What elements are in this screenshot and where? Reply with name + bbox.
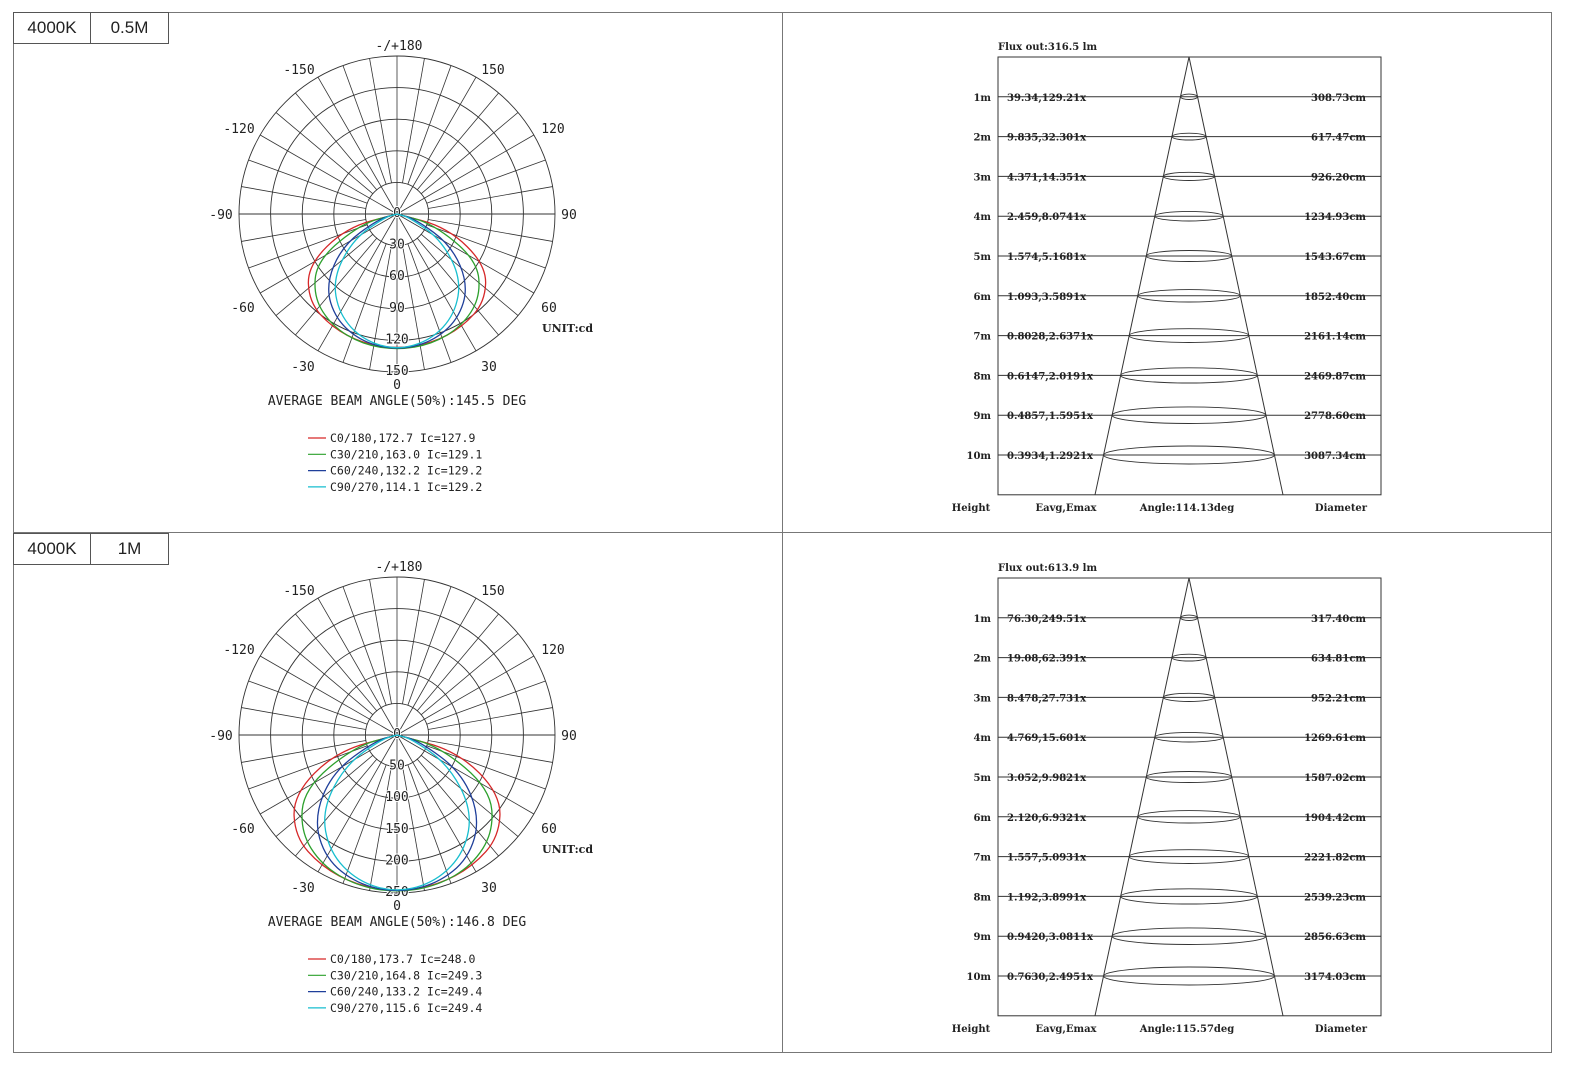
eavg-emax-value: 2.459,8.0741x xyxy=(1007,212,1087,224)
diameter-value: 617.47cm xyxy=(1311,132,1366,144)
diameter-value: 2778.60cm xyxy=(1304,411,1366,423)
height-label: 8m xyxy=(973,371,991,383)
angle-label: 60 xyxy=(541,822,557,837)
footer-angle: Angle:115.57deg xyxy=(1139,1023,1235,1035)
height-label: 4m xyxy=(973,212,991,224)
row-2 xyxy=(0,521,1592,1053)
beam-angle-text: AVERAGE BEAM ANGLE(50%):145.5 DEG xyxy=(267,394,527,409)
illuminance-cone-chart xyxy=(0,521,1592,1053)
legend-entry: C90/270,114.1 Ic=129.2 xyxy=(330,479,483,494)
legend-entry: C30/210,163.0 Ic=129.1 xyxy=(330,447,483,462)
eavg-emax-value: 1.093,3.5891x xyxy=(1007,291,1087,303)
diameter-value: 1904.42cm xyxy=(1304,812,1366,824)
diameter-value: 3087.34cm xyxy=(1304,451,1366,462)
flux-text: Flux out:613.9 lm xyxy=(998,563,1098,574)
radial-tick-label: 100 xyxy=(385,790,409,806)
angle-label: 30 xyxy=(481,360,497,375)
eavg-emax-value: 9.835,32.301x xyxy=(1007,132,1087,144)
angle-label: 0 xyxy=(393,899,401,914)
eavg-emax-value: 0.9420,3.0811x xyxy=(1007,932,1093,944)
cone-border xyxy=(998,57,1381,495)
legend-entry: C0/180,172.7 Ic=127.9 xyxy=(330,431,476,445)
eavg-emax-value: 4.371,14.351x xyxy=(1007,172,1087,184)
height-label: 2m xyxy=(973,132,991,144)
row-1 xyxy=(0,0,1592,532)
radial-tick-label: 50 xyxy=(389,758,405,774)
height-label: 6m xyxy=(973,812,991,824)
eavg-emax-value: 1.574,5.1681x xyxy=(1007,252,1087,263)
diameter-value: 952.21cm xyxy=(1311,693,1366,705)
angle-label: 90 xyxy=(561,208,577,223)
unit-label: UNIT:cd xyxy=(542,322,594,335)
diameter-value: 1234.93cm xyxy=(1304,212,1366,224)
cone-side-right xyxy=(1189,57,1283,495)
angle-label: -150 xyxy=(283,63,315,78)
height-label: 5m xyxy=(973,252,991,263)
height-label: 1m xyxy=(973,92,991,104)
beam-angle-text: AVERAGE BEAM ANGLE(50%):146.8 DEG xyxy=(267,915,527,930)
cone-table xyxy=(998,578,1381,1016)
flux-text: Flux out:316.5 lm xyxy=(998,42,1098,53)
angle-label: 150 xyxy=(481,63,505,78)
legend-entry: C30/210,164.8 Ic=249.3 xyxy=(330,968,483,983)
footer-diameter: Diameter xyxy=(1314,1023,1368,1035)
diameter-value: 2221.82cm xyxy=(1304,852,1366,864)
eavg-emax-value: 0.7630,2.4951x xyxy=(1007,972,1093,983)
angle-label: 120 xyxy=(541,122,565,137)
eavg-emax-value: 0.4857,1.5951x xyxy=(1007,411,1093,423)
eavg-emax-value: 2.120,6.9321x xyxy=(1007,812,1087,824)
eavg-emax-value: 0.6147,2.0191x xyxy=(1007,371,1093,383)
angle-label: -/+180 xyxy=(375,560,423,575)
angle-label: -90 xyxy=(209,729,233,744)
radial-tick-label: 60 xyxy=(389,269,405,285)
radial-tick-label: 30 xyxy=(389,237,405,253)
diameter-value: 2161.14cm xyxy=(1304,331,1366,343)
height-label: 4m xyxy=(973,733,991,745)
distance-tag: 0.5M xyxy=(90,12,169,44)
angle-label: 0 xyxy=(393,378,401,393)
diameter-value: 926.20cm xyxy=(1311,172,1366,184)
angle-label: 150 xyxy=(481,584,505,599)
footer-height: Height xyxy=(951,502,991,514)
angle-label: -120 xyxy=(223,122,255,137)
angle-label: -90 xyxy=(209,208,233,223)
eavg-emax-value: 1.557,5.0931x xyxy=(1007,852,1087,864)
legend-entry: C90/270,115.6 Ic=249.4 xyxy=(330,1000,483,1015)
radial-tick-label: 200 xyxy=(385,853,409,869)
footer-eavg: Eavg,Emax xyxy=(1035,1023,1097,1035)
eavg-emax-value: 8.478,27.731x xyxy=(1007,693,1087,705)
cone-border xyxy=(998,578,1381,1016)
angle-label: 30 xyxy=(481,881,497,896)
radial-tick-label: 90 xyxy=(389,300,405,316)
height-label: 2m xyxy=(973,653,991,665)
diameter-value: 3174.03cm xyxy=(1304,972,1366,983)
unit-label: UNIT:cd xyxy=(542,843,594,856)
eavg-emax-value: 76.30,249.51x xyxy=(1007,613,1087,625)
color-temp-tag: 4000K xyxy=(13,533,91,565)
legend-entry: C60/240,133.2 Ic=249.4 xyxy=(330,984,483,999)
diameter-value: 1852.40cm xyxy=(1304,291,1366,303)
diameter-value: 1543.67cm xyxy=(1304,252,1366,263)
height-label: 1m xyxy=(973,613,991,625)
radial-tick-label: 120 xyxy=(385,332,409,348)
angle-label: 60 xyxy=(541,301,557,316)
color-temp-tag: 4000K xyxy=(13,12,91,44)
legend-entry: C0/180,173.7 Ic=248.0 xyxy=(330,952,476,966)
eavg-emax-value: 4.769,15.601x xyxy=(1007,733,1087,745)
eavg-emax-value: 0.3934,1.2921x xyxy=(1007,451,1093,462)
diameter-value: 634.81cm xyxy=(1311,653,1366,665)
diameter-value: 2856.63cm xyxy=(1304,932,1366,944)
radial-tick-label: 0 xyxy=(393,206,401,221)
angle-label: 120 xyxy=(541,643,565,658)
radial-tick-label: 150 xyxy=(385,821,409,837)
diameter-value: 1269.61cm xyxy=(1304,733,1366,745)
footer-eavg: Eavg,Emax xyxy=(1035,502,1097,514)
eavg-emax-value: 3.052,9.9821x xyxy=(1007,773,1087,784)
angle-label: -120 xyxy=(223,643,255,658)
height-label: 7m xyxy=(973,331,991,343)
distance-tag: 1M xyxy=(90,533,169,565)
height-label: 7m xyxy=(973,852,991,864)
eavg-emax-value: 39.34,129.21x xyxy=(1007,92,1087,104)
cone-side-left xyxy=(1095,578,1189,1016)
eavg-emax-value: 19.08,62.391x xyxy=(1007,653,1087,665)
angle-label: -30 xyxy=(291,881,315,896)
footer-angle: Angle:114.13deg xyxy=(1139,502,1235,514)
height-label: 6m xyxy=(973,291,991,303)
height-label: 3m xyxy=(973,693,991,705)
legend-entry: C60/240,132.2 Ic=129.2 xyxy=(330,463,483,478)
angle-label: -60 xyxy=(231,822,255,837)
eavg-emax-value: 0.8028,2.6371x xyxy=(1007,331,1093,343)
angle-label: -30 xyxy=(291,360,315,375)
diameter-value: 317.40cm xyxy=(1311,613,1366,625)
radial-tick-label: 0 xyxy=(393,727,401,742)
height-label: 5m xyxy=(973,773,991,784)
height-label: 10m xyxy=(966,972,991,983)
angle-label: -60 xyxy=(231,301,255,316)
diameter-value: 308.73cm xyxy=(1311,92,1366,104)
radial-tick-label: 250 xyxy=(385,885,409,900)
diameter-value: 1587.02cm xyxy=(1304,773,1366,784)
height-label: 8m xyxy=(973,892,991,904)
angle-label: -/+180 xyxy=(375,39,423,54)
footer-diameter: Diameter xyxy=(1314,502,1368,514)
height-label: 9m xyxy=(973,411,991,423)
illuminance-cone-chart xyxy=(0,0,1592,532)
radial-tick-label: 150 xyxy=(385,364,409,379)
diameter-value: 2469.87cm xyxy=(1304,371,1366,383)
height-label: 10m xyxy=(966,451,991,462)
height-label: 3m xyxy=(973,172,991,184)
angle-label: -150 xyxy=(283,584,315,599)
eavg-emax-value: 1.192,3.8991x xyxy=(1007,892,1087,904)
cone-side-left xyxy=(1095,57,1189,495)
cone-side-right xyxy=(1189,578,1283,1016)
angle-label: 90 xyxy=(561,729,577,744)
diameter-value: 2539.23cm xyxy=(1304,892,1366,904)
cone-table xyxy=(998,57,1381,495)
footer-height: Height xyxy=(951,1023,991,1035)
height-label: 9m xyxy=(973,932,991,944)
